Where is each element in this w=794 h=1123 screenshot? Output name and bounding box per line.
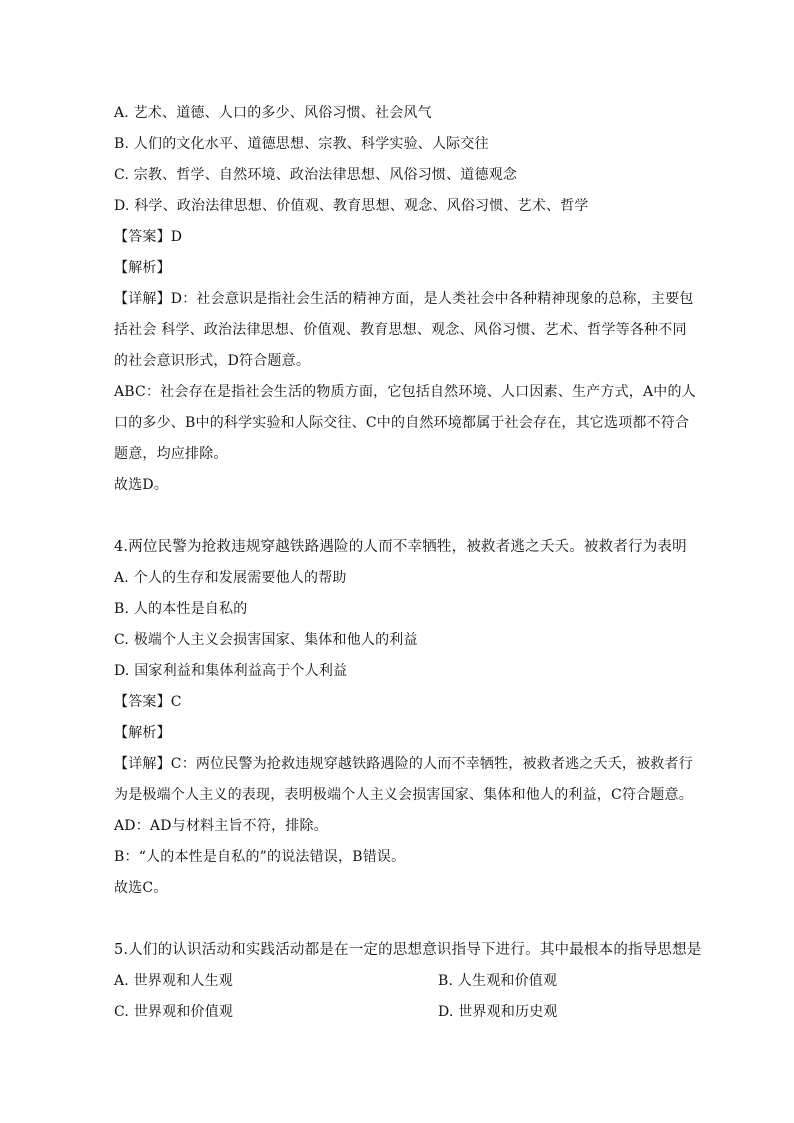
q3-analysis-heading: 【解析】 [114,260,171,276]
q3-answer: 【答案】D [114,229,183,245]
q5-option-b: B. 人生观和价值观 [438,973,558,989]
q3-option-b: B. 人们的文化水平、道德思想、宗教、科学实验、人际交往 [114,136,489,152]
q4-detail-line: AD：AD与材料主旨不符，排除。 [114,818,328,834]
q3-detail-line: ABC：社会存在是指社会生活的物质方面，它包括自然环境、人口因素、生产方式，A中的人 [114,384,696,400]
q3-conclusion: 故选D。 [114,477,169,493]
q3-detail-line: 【详解】D：社会意识是指社会生活的精神方面，是人类社会中各种精神现象的总称，主要包 [114,291,694,307]
q4-option-b: B. 人的本性是自私的 [114,601,248,617]
q3-detail-line: 的社会意识形式，D符合题意。 [114,353,311,369]
q3-detail-line: 括社会 科学、政治法律思想、价值观、教育思想、观念、风俗习惯、艺术、哲学等各种不同 [114,322,687,338]
q4-option-d: D. 国家利益和集体利益高于个人利益 [114,663,348,679]
q3-option-a: A. 艺术、道德、人口的多少、风俗习惯、社会风气 [114,105,432,121]
q4-detail-line: B：“人的本性是自私的”的说法错误，B错误。 [114,849,406,865]
q4-analysis-heading: 【解析】 [114,725,171,741]
q5-option-c: C. 世界观和价值观 [114,1004,234,1020]
q4-conclusion: 故选C。 [114,880,168,896]
q4-option-c: C. 极端个人主义会损害国家、集体和他人的利益 [114,632,418,648]
q4-detail-line: 为是极端个人主义的表现，表明极端个人主义会损害国家、集体和他人的利益，C符合题意。 [114,787,693,803]
q5-stem: 5.人们的认识活动和实践活动都是在一定的思想意识指导下进行。其中最根本的指导思想是 [114,942,702,958]
q4-stem: 4.两位民警为抢救违规穿越铁路遇险的人而不幸牺牲，被救者逃之夭夭。被救者行为表明 [114,539,687,555]
q4-detail-line: 【详解】C：两位民警为抢救违规穿越铁路遇险的人而不幸牺牲，被救者逃之夭夭，被救者行 [114,756,693,772]
q3-option-d: D. 科学、政治法律思想、价值观、教育思想、观念、风俗习惯、艺术、哲学 [114,198,589,214]
q5-option-a: A. 世界观和人生观 [114,973,234,989]
q3-detail-line: 口的多少、B中的科学实验和人际交往、C中的自然环境都属于社会存在，其它选项都不符合 [114,415,690,431]
q3-detail-line: 题意，均应排除。 [114,446,228,462]
q4-option-a: A. 个人的生存和发展需要他人的帮助 [114,570,347,586]
q4-answer: 【答案】C [114,694,182,710]
q3-option-c: C. 宗教、哲学、自然环境、政治法律思想、风俗习惯、道德观念 [114,167,518,183]
q5-option-d: D. 世界观和历史观 [438,1004,558,1020]
